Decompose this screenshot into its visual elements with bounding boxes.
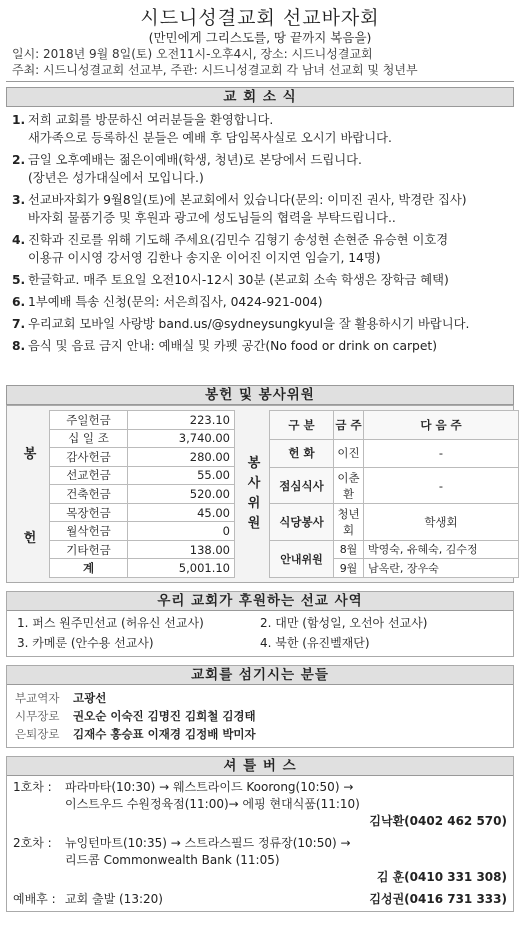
mission-panel xyxy=(6,591,514,657)
news-item xyxy=(12,315,508,333)
shuttle-driver: 김 훈(0410 331 308) xyxy=(376,870,507,884)
offering-amount: 55.00 xyxy=(128,466,235,485)
offering-row xyxy=(50,522,235,541)
news-item xyxy=(12,337,508,355)
news-item-text: 우리교회 모바일 사랑방 band.us/@sydneysungkyul을 잘 활용하시기 바랍니다. xyxy=(28,317,470,331)
news-item-number: 3. xyxy=(12,193,26,207)
news-item-text: 음식 및 음료 금지 안내: 예배실 및 카펫 공간(No food or drink on carpet) xyxy=(28,339,438,353)
offering-row xyxy=(50,540,235,559)
offering-name: 감사헌금 xyxy=(50,448,128,467)
shuttle-heading: 셔 틀 버 스 xyxy=(7,757,513,776)
news-item-text: 1부예배 특송 신청(문의: 서은희집사, 0424-921-004) xyxy=(28,295,323,309)
offering-row xyxy=(50,466,235,485)
shuttle-driver: 김성권(0416 731 333) xyxy=(369,892,507,906)
offering-panel xyxy=(6,405,514,583)
staff-names: 권오순 이숙진 김명진 김희철 김경태 xyxy=(73,709,256,723)
news-item xyxy=(12,151,508,169)
service-next-week: 학생회 xyxy=(364,504,519,540)
offering-name: 건축헌금 xyxy=(50,485,128,504)
shuttle-route-line: 뉴잉턴마트(10:35) → 스트라스필드 정류장(10:50) → xyxy=(65,836,351,850)
event-date-line: 일시: 2018년 9월 8일(토) 오전11시-오후4시, 장소: 시드니성결교회 xyxy=(12,47,373,61)
offering-left xyxy=(11,410,235,578)
shuttle-label: 2호차 : xyxy=(13,836,52,850)
news-item-text: 저희 교회를 방문하신 여러분들을 환영합니다. xyxy=(28,113,274,127)
service-right xyxy=(239,410,519,578)
service-row xyxy=(270,468,519,504)
staff-names: 고광선 xyxy=(73,691,107,705)
usher-row xyxy=(270,540,519,559)
news-item-text: 새가족으로 등록하신 분들은 예배 후 담임목사실로 오시기 바랍니다. xyxy=(28,131,392,145)
offering-row xyxy=(50,411,235,430)
service-role: 점심식사 xyxy=(270,468,334,504)
news-item-text: (장년은 성가대실에서 모입니다.) xyxy=(28,171,204,185)
news-item xyxy=(12,169,508,187)
service-row xyxy=(270,504,519,540)
staff-names: 김재수 홍승표 이재경 김정배 박미자 xyxy=(73,727,256,741)
service-col-next-week: 다 음 주 xyxy=(364,411,519,440)
offering-table xyxy=(49,410,235,578)
offering-row xyxy=(50,485,235,504)
offering-row xyxy=(50,429,235,448)
shuttle-list xyxy=(7,776,513,911)
news-item xyxy=(12,249,508,267)
shuttle-route xyxy=(65,835,507,886)
service-label-char: 위 xyxy=(247,496,261,511)
service-this-week: 이진 xyxy=(334,439,364,468)
mission-list xyxy=(7,611,513,656)
news-item xyxy=(12,293,508,311)
mission-item: 3. 카메룬 (안수용 선교사) xyxy=(17,636,154,650)
news-item xyxy=(12,111,508,129)
usher-month: 8월 xyxy=(334,540,364,559)
news-item xyxy=(12,209,508,227)
service-role: 헌 화 xyxy=(270,439,334,468)
news-item-text: 선교바자회가 9월8일(토)에 본교회에서 있습니다(문의: 이미진 권사, 박경란 집사) xyxy=(28,193,467,207)
service-next-week: - xyxy=(364,468,519,504)
offering-row xyxy=(50,503,235,522)
service-this-week: 이춘환 xyxy=(334,468,364,504)
news-item-text: 한글학교. 매주 토요일 오전10시-12시 30분 (본교회 소속 학생은 장학금 혜택) xyxy=(28,273,449,287)
staff-panel xyxy=(6,665,514,748)
offering-name: 월삭헌금 xyxy=(50,522,128,541)
page-title: 시드니성결교회 선교바자회 xyxy=(140,7,380,29)
offering-name: 십 일 조 xyxy=(50,429,128,448)
offering-name: 주일헌금 xyxy=(50,411,128,430)
service-label-char: 봉 xyxy=(247,456,261,471)
news-item xyxy=(12,271,508,289)
shuttle-route-line: 파라마타(10:30) → 웨스트라이드 Koorong(10:50) → xyxy=(65,780,354,794)
news-item-text: 이용규 이시영 강서영 김한나 송지운 이어진 이지연 임슬기, 14명) xyxy=(28,251,381,265)
shuttle-label: 1호차 : xyxy=(13,780,52,794)
shuttle-after-service xyxy=(13,891,507,908)
page-subtitle: (만민에게 그리스도를, 땅 끝까지 복음을) xyxy=(148,30,372,45)
service-row xyxy=(270,439,519,468)
news-heading: 교 회 소 식 xyxy=(6,87,514,107)
news-list xyxy=(6,107,514,359)
header-divider xyxy=(6,81,514,82)
service-col-this-week: 금 주 xyxy=(334,411,364,440)
news-item xyxy=(12,191,508,209)
news-item-text: 진학과 진로를 위해 기도해 주세요(김민수 김형기 송성현 손현준 유승현 이호경 xyxy=(28,233,449,247)
offering-row xyxy=(50,559,235,578)
offering-amount: 280.00 xyxy=(128,448,235,467)
shuttle-label: 예배후 : xyxy=(13,892,56,906)
news-item-number: 6. xyxy=(12,295,26,309)
staff-role: 은퇴장로 xyxy=(15,727,60,741)
usher-names: 박영숙, 유혜숙, 김수정 xyxy=(364,540,519,559)
event-host-line: 주최: 시드니성결교회 선교부, 주관: 시드니성결교회 각 남녀 선교회 및 청년부 xyxy=(12,63,418,77)
shuttle-route-line: 이스트우드 수원정육점(11:00)→ 에핑 현대식품(11:10) xyxy=(65,797,360,811)
staff-role: 시무장로 xyxy=(15,709,60,723)
news-item-text: 금일 오후예배는 젊은이예배(학생, 청년)로 본당에서 드립니다. xyxy=(28,153,362,167)
shuttle-route-line: 교회 출발 (13:20) xyxy=(65,892,163,906)
news-item-number xyxy=(12,209,28,227)
usher-names: 남옥란, 장우숙 xyxy=(364,559,519,578)
mission-heading: 우리 교회가 후원하는 선교 사역 xyxy=(7,592,513,611)
service-next-week: - xyxy=(364,439,519,468)
offering-amount: 520.00 xyxy=(128,485,235,504)
offering-row xyxy=(50,448,235,467)
news-item-number: 1. xyxy=(12,113,26,127)
mission-item: 1. 퍼스 원주민선교 (허유신 선교사) xyxy=(17,616,204,630)
service-this-week: 청년회 xyxy=(334,504,364,540)
news-item xyxy=(12,129,508,147)
news-item-number: 2. xyxy=(12,153,26,167)
staff-role: 부교역자 xyxy=(15,691,60,705)
shuttle-route-line: 리드콤 Commonwealth Bank (11:05) xyxy=(65,853,280,867)
service-label-char: 원 xyxy=(247,516,261,531)
news-item-number xyxy=(12,169,28,187)
shuttle-bus-2 xyxy=(13,835,507,886)
mission-item: 2. 대만 (함성일, 오선아 선교사) xyxy=(260,616,428,630)
offering-amount: 223.10 xyxy=(128,411,235,430)
shuttle-driver: 김낙환(0402 462 570) xyxy=(369,814,507,828)
staff-list xyxy=(7,685,513,747)
service-label-char: 사 xyxy=(247,476,261,491)
offering-name: 목장헌금 xyxy=(50,503,128,522)
staff-row xyxy=(15,725,505,743)
offering-amount: 138.00 xyxy=(128,540,235,559)
mission-item: 4. 북한 (유진벨재단) xyxy=(260,636,370,650)
offering-label-char: 헌 xyxy=(23,530,37,546)
service-col-role: 구 분 xyxy=(270,411,334,440)
news-item-number: 8. xyxy=(12,339,26,353)
news-item-text: 바자회 물품기증 및 후원과 광고에 성도님들의 협력을 부탁드립니다.. xyxy=(28,211,396,225)
offering-heading: 봉헌 및 봉사위원 xyxy=(6,385,514,405)
news-item-number: 7. xyxy=(12,317,26,331)
shuttle-route xyxy=(65,779,507,830)
service-role: 식당봉사 xyxy=(270,504,334,540)
usher-month: 9월 xyxy=(334,559,364,578)
staff-heading: 교회를 섬기시는 분들 xyxy=(7,666,513,685)
offering-amount: 45.00 xyxy=(128,503,235,522)
news-item-number: 5. xyxy=(12,273,26,287)
staff-row xyxy=(15,707,505,725)
service-table xyxy=(269,410,519,578)
offering-amount: 0 xyxy=(128,522,235,541)
shuttle-panel xyxy=(6,756,514,912)
news-item xyxy=(12,231,508,249)
news-item-number xyxy=(12,249,28,267)
usher-role: 안내위원 xyxy=(270,540,334,577)
offering-amount: 5,001.10 xyxy=(128,559,235,578)
staff-row xyxy=(15,689,505,707)
shuttle-bus-1 xyxy=(13,779,507,830)
offering-vertical-label xyxy=(11,410,49,578)
offering-amount: 3,740.00 xyxy=(128,429,235,448)
news-item-number: 4. xyxy=(12,233,26,247)
offering-name: 계 xyxy=(50,559,128,578)
news-item-number xyxy=(12,129,28,147)
service-vertical-label xyxy=(239,410,269,578)
offering-name: 선교헌금 xyxy=(50,466,128,485)
service-header-row xyxy=(270,411,519,440)
offering-name: 기타헌금 xyxy=(50,540,128,559)
offering-label-char: 봉 xyxy=(23,446,37,462)
